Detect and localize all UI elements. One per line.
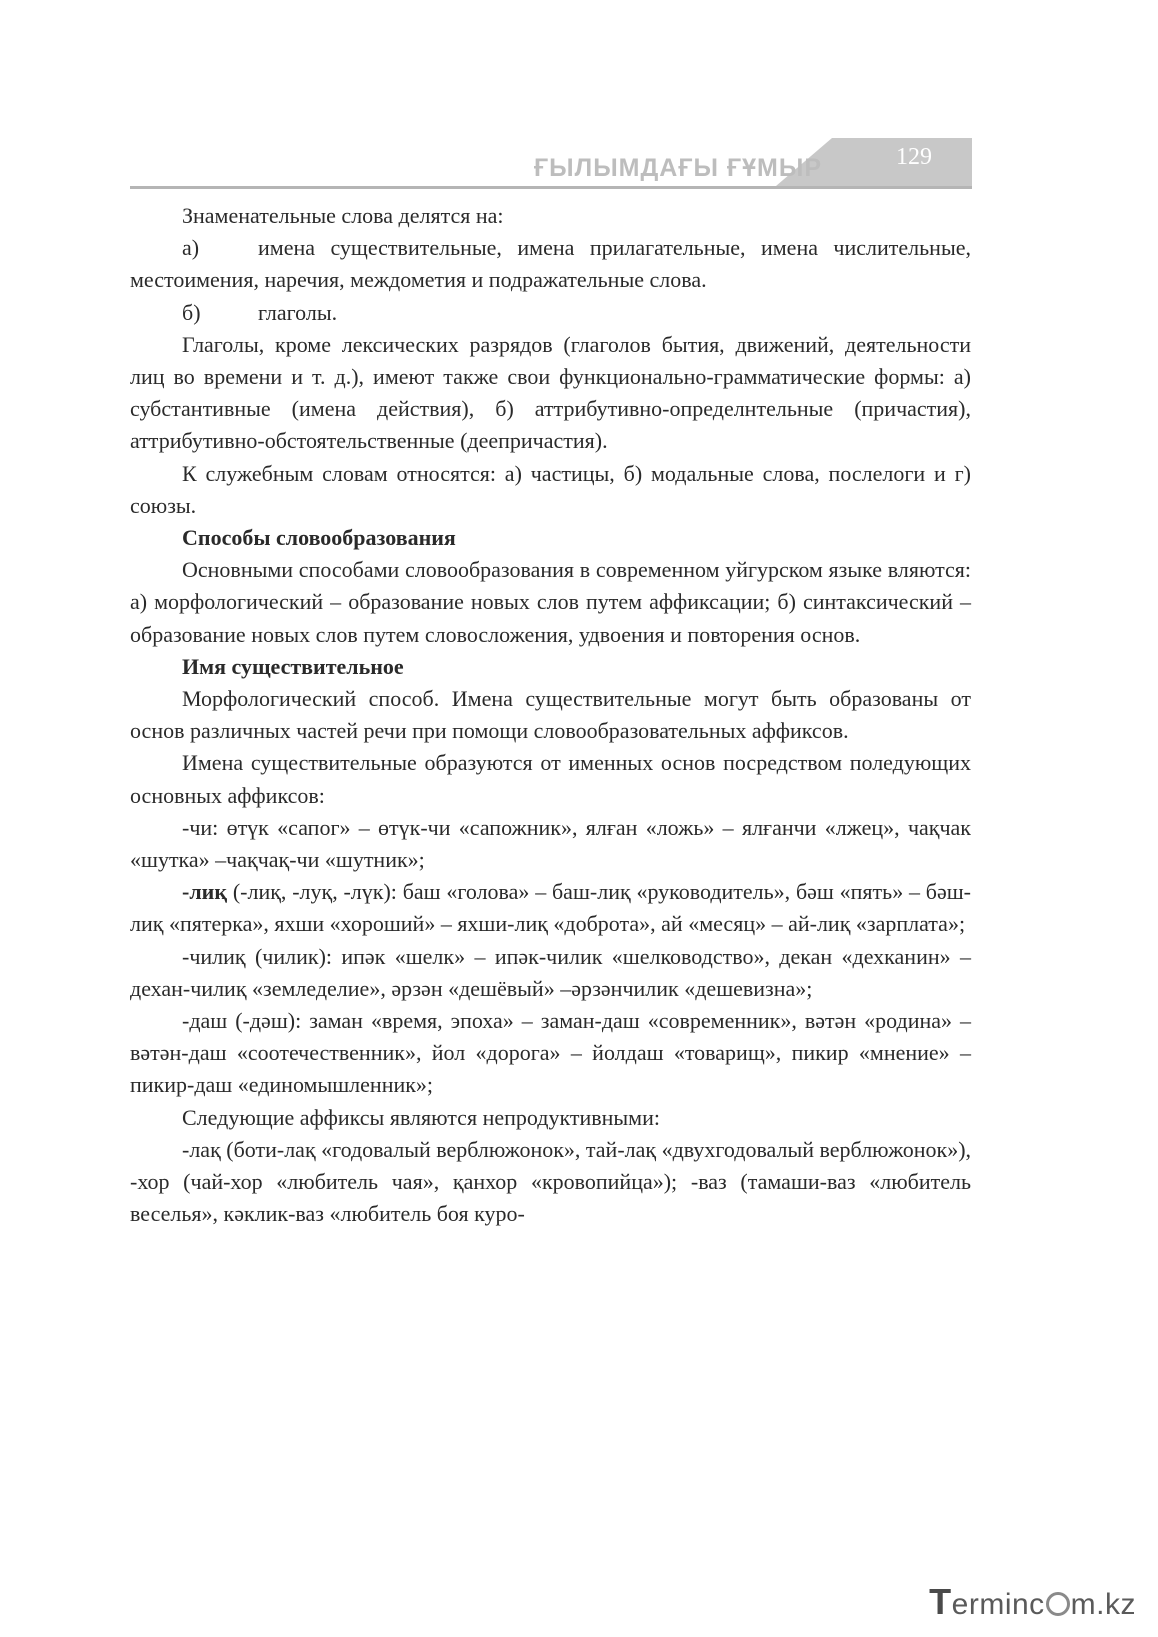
paragraph: Морфологический способ. Имена существительные могут быть образованы от основ различных частей речи при помощи словообразовательных аффиксов. xyxy=(130,686,971,744)
list-item-b xyxy=(130,297,971,329)
paragraph: Имена существительные образуются от именных основ посредством поледующих основных аффиксов: xyxy=(130,750,971,808)
magnifier-icon xyxy=(1046,1592,1070,1616)
paragraph xyxy=(130,876,971,940)
list-marker: б) xyxy=(182,299,201,325)
list-marker: а) xyxy=(182,235,200,261)
watermark-logo xyxy=(929,1581,1136,1623)
watermark-text: erminc xyxy=(951,1588,1045,1621)
paragraph: -лақ (боти-лақ «годовалый верблюжонок», тай-лақ «двухгодовалый верблюжонок»), -хор (чай-хор «любитель чая», қанхор «кровопийца»); -ваз (тамаши-ваз «любитель веселья», кәклик-ваз «любитель боя куро- xyxy=(130,1136,972,1227)
running-header xyxy=(130,138,972,190)
watermark-text-domain: m.kz xyxy=(1070,1588,1136,1621)
header-tab xyxy=(832,138,972,186)
paragraph: Основными способами словообразования в современном уйгурском языке вляются: а) морфологический – образование новых слов путем аффиксации; б) синтаксический – образование новых слов путем словосложения, удвоения и повторения основ. xyxy=(130,557,971,647)
page-number: 129 xyxy=(896,144,932,170)
paragraph: Знаменательные слова делятся на: xyxy=(182,203,504,228)
paragraph: -чилиқ (чилик): ипәк «шелк» – ипәк-чилик «шелководство», декан «дехканин» – дехан-чилиқ «земледелие», әрзән «дешёвый» –әрзәнчилик «дешевизна»; xyxy=(130,943,971,1001)
section-heading: Способы словообразования xyxy=(182,525,456,551)
list-text: имена существительные, имена прилагательные, имена числительные, местоимения, наречия, междометия и подражательные слова. xyxy=(130,235,971,293)
header-title: ҒЫЛЫМДАҒЫ ҒҰМЫР xyxy=(534,154,822,182)
section-heading: Имя существительное xyxy=(182,653,404,679)
paragraph: -чи: өтүк «сапог» – өтүк-чи «сапожник», ялған «ложь» – ялғанчи «лжец», чақчак «шутка» –чақчақ-чи «шутник»; xyxy=(130,814,971,873)
list-text: глаголы. xyxy=(258,299,338,325)
page-body xyxy=(130,200,971,1231)
list-item-a xyxy=(130,232,971,296)
paragraph: Следующие аффиксы являются непродуктивными: xyxy=(182,1104,660,1130)
paragraph: Глаголы, кроме лексических разрядов (глаголов бытия, движений, деятельности лиц во времени и т. д.), имеют также свои функционально-грамматические формы: а) субстантивные (имена действия), б) аттрибутивно-определнтельные (причастия), аттрибутивно-обстоятельственные (деепричастия). xyxy=(130,331,971,454)
paragraph-text: (-лиқ, -луқ, -лүк): баш «голова» – баш-лиқ «руководитель», бәш «пять» – бәш-лиқ «пятерка», яхши «хороший» – яхши-лиқ «доброта», ай «месяц» – ай-лиқ «зарплата»; xyxy=(130,879,971,937)
paragraph: К служебным словам относятся: а) частицы, б) модальные слова, послелоги и г) союзы. xyxy=(130,460,971,518)
watermark-letter: T xyxy=(929,1581,952,1622)
header-rule xyxy=(130,186,972,189)
affix-bold: -лиқ xyxy=(182,879,228,905)
paragraph: -даш (-дәш): заман «время, эпоха» – заман-даш «современник», вәтән «родина» – вәтән-даш «соотечественник», йол «дорога» – йолдаш «товарищ», пикир «мнение» – пикир-даш «единомышленник»; xyxy=(130,1008,971,1098)
